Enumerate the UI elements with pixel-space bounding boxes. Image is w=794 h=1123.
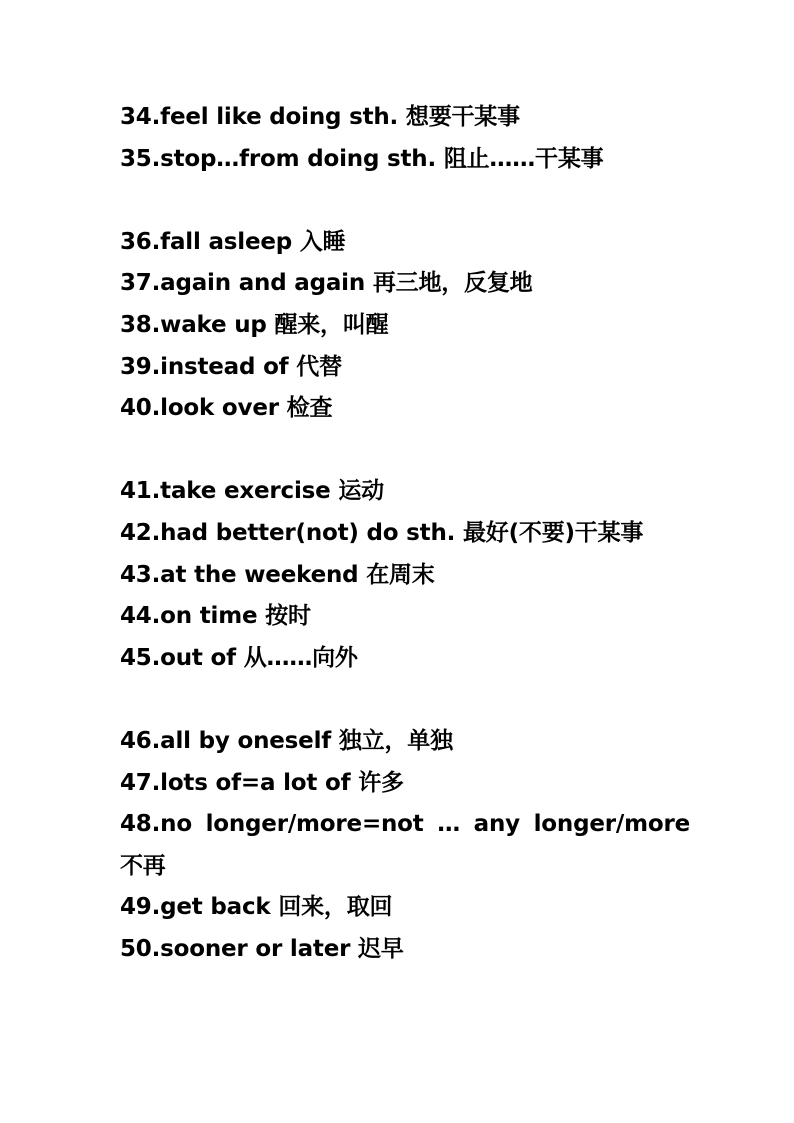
- phrase-item: 41.take exercise 运动: [120, 478, 384, 505]
- phrase-item: 36.fall asleep 入睡: [120, 228, 346, 255]
- phrase-item: 50.sooner or later 迟早: [120, 935, 404, 962]
- phrase-item: 46.all by oneself 独立，单独: [120, 727, 453, 754]
- phrase-item: 48.no longer/more=not … any longer/more 不再: [120, 811, 690, 879]
- block-gap: [120, 180, 690, 222]
- block-gap: [120, 430, 690, 472]
- phrase-item: 49.get back 回来，取回: [120, 894, 393, 921]
- phrase-item: 47.lots of=a lot of 许多: [120, 769, 404, 796]
- phrase-item: 40.look over 检查: [120, 395, 333, 422]
- phrase-item: 43.at the weekend 在周末: [120, 561, 435, 588]
- phrase-item: 45.out of 从……向外: [120, 644, 358, 671]
- phrase-list: [120, 97, 690, 970]
- phrase-item: 37.again and again 再三地，反复地: [120, 270, 533, 297]
- phrase-item: 35.stop…from doing sth. 阻止……干某事: [120, 145, 604, 172]
- phrase-item: 44.on time 按时: [120, 603, 311, 630]
- block-gap: [120, 679, 690, 721]
- phrase-item: 39.instead of 代替: [120, 353, 342, 380]
- phrase-item: 38.wake up 醒来，叫醒: [120, 311, 389, 338]
- phrase-item: 34.feel like doing sth. 想要干某事: [120, 104, 520, 130]
- phrase-item: 42.had better(not) do sth. 最好(不要)干某事: [120, 519, 644, 546]
